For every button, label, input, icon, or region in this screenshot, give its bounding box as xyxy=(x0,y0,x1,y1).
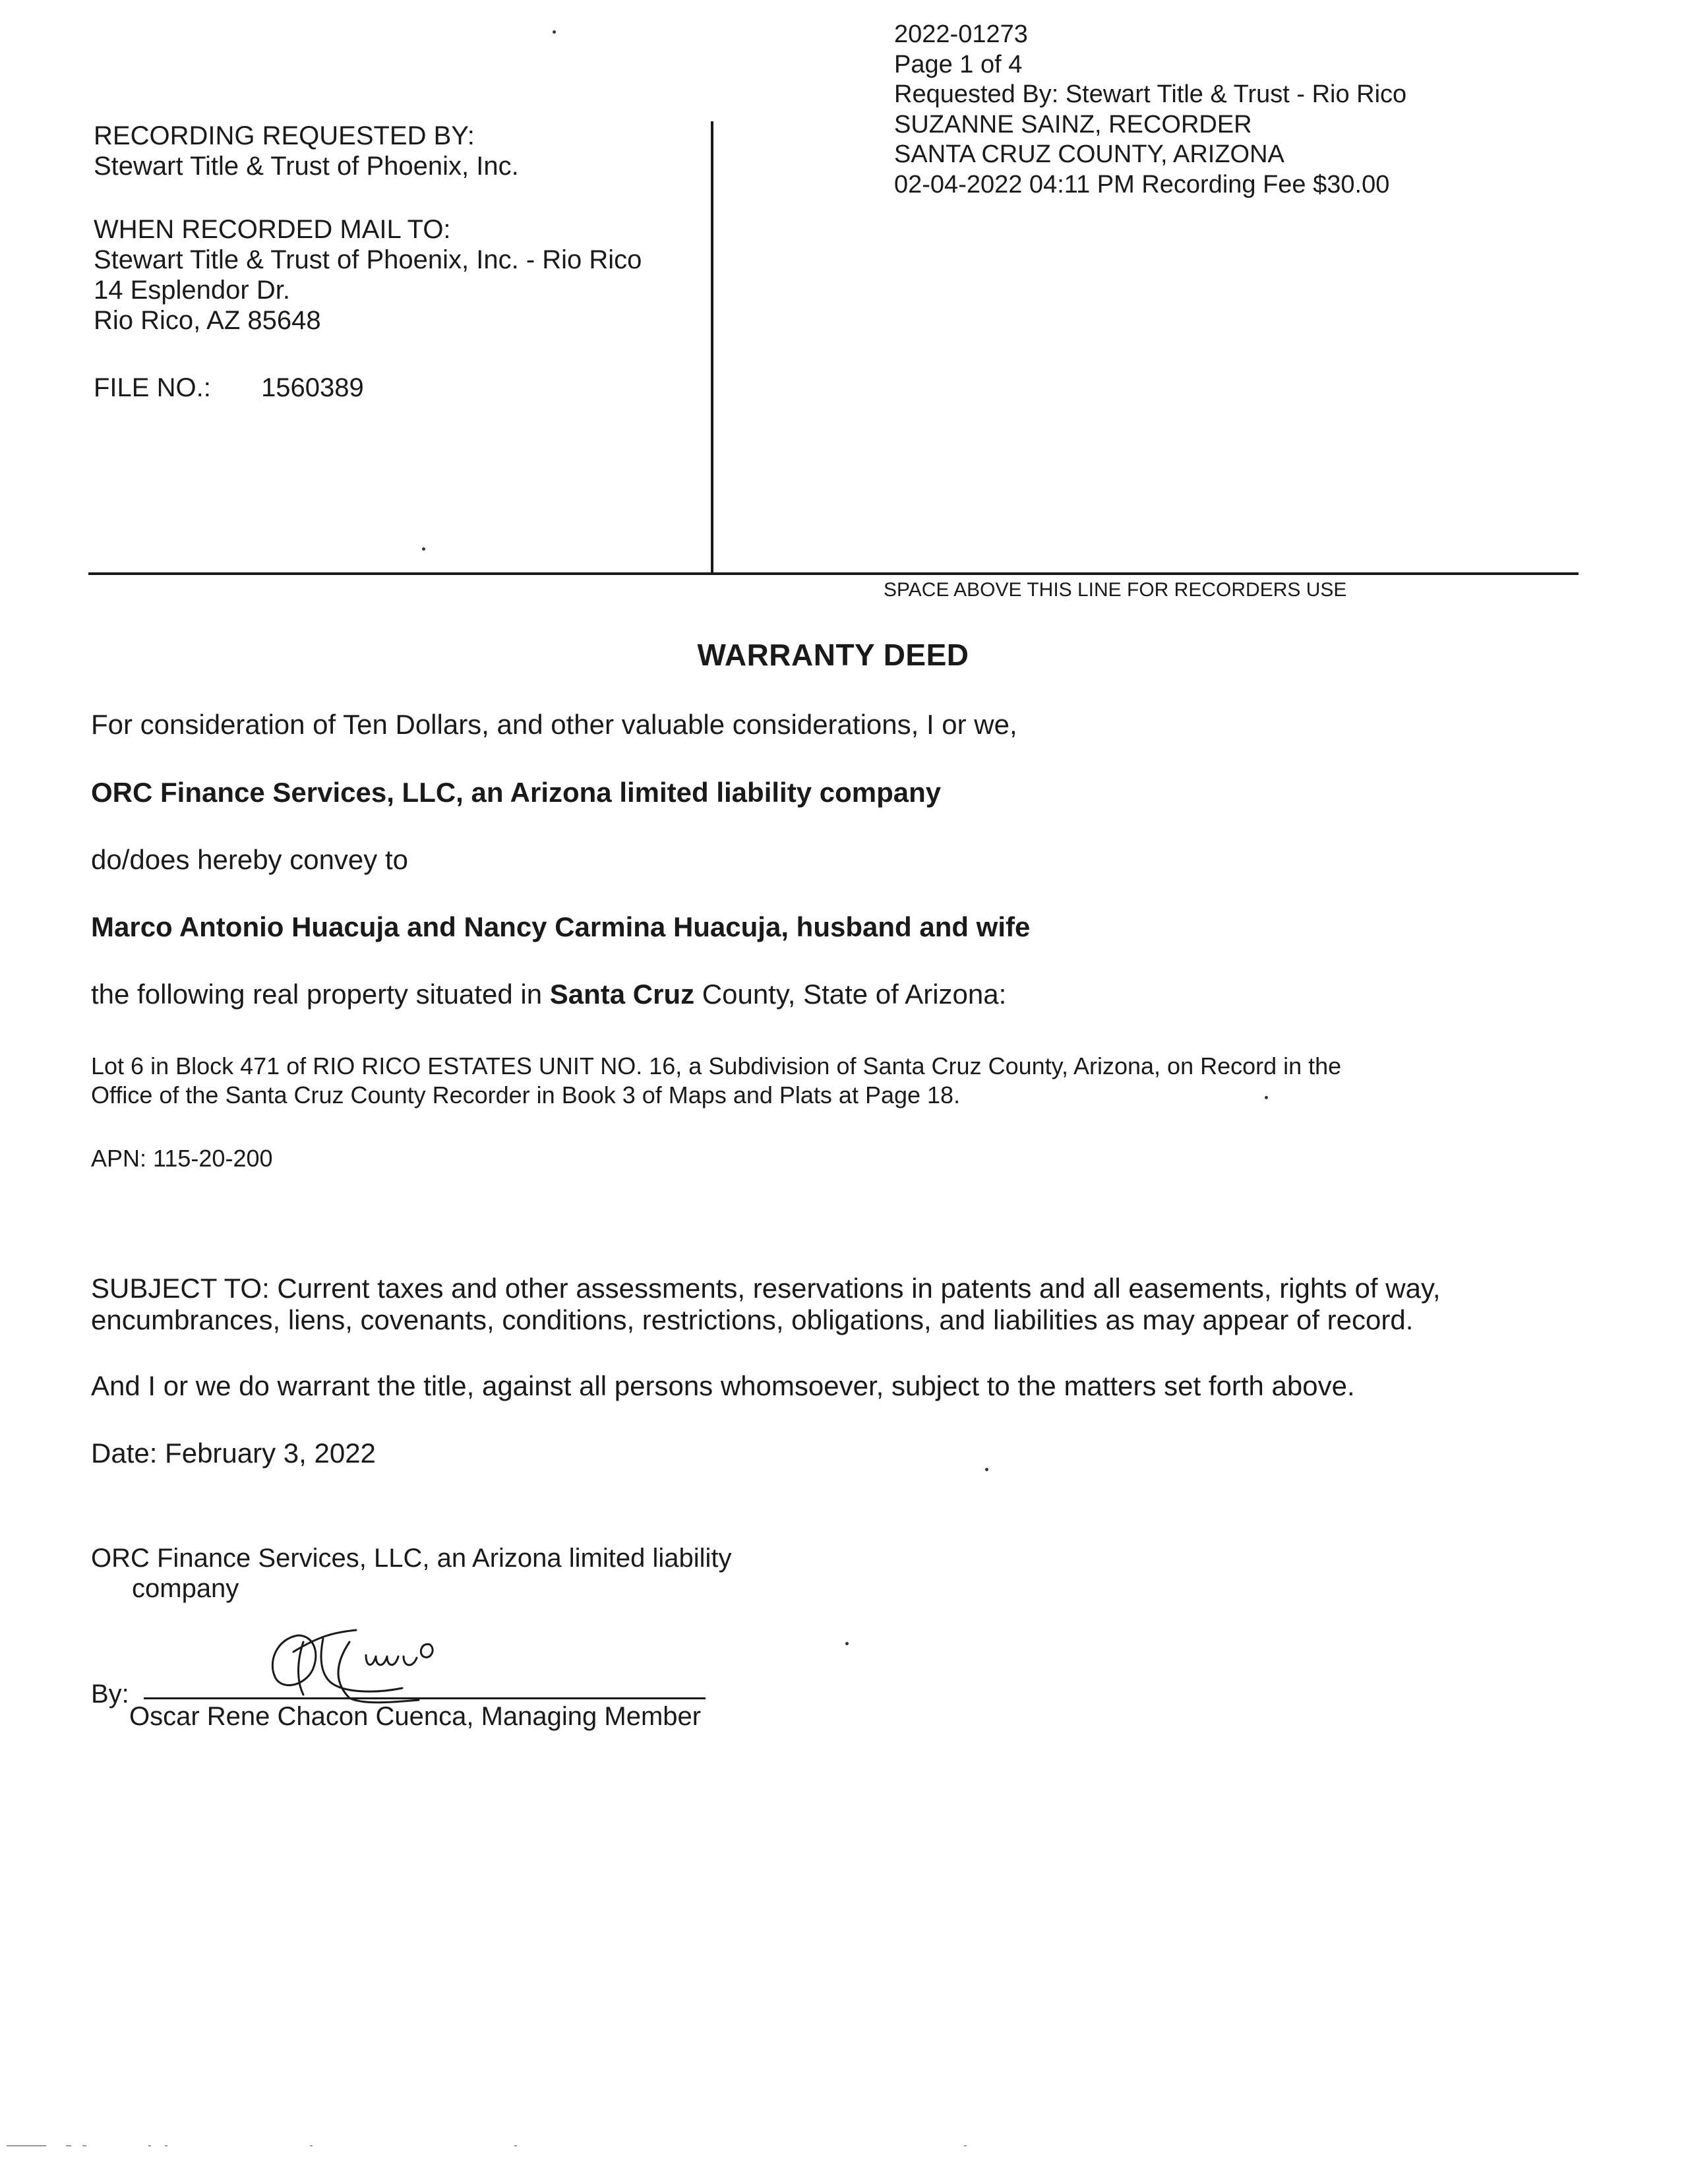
signature-line xyxy=(144,1697,706,1699)
requested-by: Requested By: Stewart Title & Trust - Rio Rico xyxy=(894,80,1407,108)
legal-description-line-2: Office of the Santa Cruz County Recorder in Book 3 of Maps and Plats at Page 18. xyxy=(91,1081,961,1108)
subject-to-line-2: encumbrances, liens, covenants, conditions, restrictions, obligations, and liabilities as may appear of record. xyxy=(91,1304,1414,1335)
legal-description-line-1: Lot 6 in Block 471 of RIO RICO ESTATES UNIT NO. 16, a Subdivision of Santa Cruz County, Arizona, on Record in the xyxy=(91,1052,1342,1079)
file-number-label: FILE NO.: xyxy=(94,373,211,402)
recorder-use-note: SPACE ABOVE THIS LINE FOR RECORDERS USE xyxy=(884,579,1347,601)
subject-to xyxy=(91,1273,1441,1336)
warranty-text: And I or we do warrant the title, against all persons whomsoever, subject to the matters set forth above. xyxy=(91,1370,1355,1401)
mail-to-name: Stewart Title & Trust of Phoenix, Inc. - Rio Rico xyxy=(94,245,642,274)
deed-date: Date: February 3, 2022 xyxy=(91,1438,376,1469)
recording-requested-name: Stewart Title & Trust of Phoenix, Inc. xyxy=(94,152,519,181)
document-number: 2022-01273 xyxy=(894,20,1028,48)
legal-description xyxy=(91,1052,1341,1110)
scan-speck xyxy=(553,30,556,34)
recorder-name: SUZANNE SAINZ, RECORDER xyxy=(894,110,1252,138)
scan-speck xyxy=(1265,1096,1268,1099)
file-number-block xyxy=(94,373,364,403)
signer-name-title: Oscar Rene Chacon Cuenca, Managing Member xyxy=(129,1702,702,1731)
subject-to-line-1: SUBJECT TO: Current taxes and other assessments, reservations in patents and all easements, rights of way, xyxy=(91,1273,1441,1304)
mail-to-street: 14 Esplendor Dr. xyxy=(94,276,290,305)
scan-speck xyxy=(985,1468,988,1471)
header-divider-vertical xyxy=(711,121,713,574)
signature-entity xyxy=(91,1543,732,1604)
mail-to-block xyxy=(94,214,642,336)
by-label: By: xyxy=(91,1680,129,1709)
signature-entity-line-2: company xyxy=(132,1574,239,1603)
recording-requested-label: RECORDING REQUESTED BY: xyxy=(94,121,475,150)
property-location xyxy=(91,979,1006,1010)
scan-edge-specks xyxy=(0,2143,989,2148)
mail-to-label: WHEN RECORDED MAIL TO: xyxy=(94,215,451,244)
page-count: Page 1 of 4 xyxy=(894,50,1023,78)
consideration-text: For consideration of Ten Dollars, and other valuable considerations, I or we, xyxy=(91,709,1017,740)
property-county: Santa Cruz xyxy=(549,979,695,1010)
scan-speck xyxy=(845,1642,849,1645)
scan-speck xyxy=(422,547,425,551)
handwritten-signature xyxy=(257,1616,481,1708)
signature-entity-line-1: ORC Finance Services, LLC, an Arizona limited liability xyxy=(91,1544,732,1573)
recorder-stamp xyxy=(894,20,1406,200)
recorder-space-line xyxy=(88,572,1579,575)
convey-text: do/does hereby convey to xyxy=(91,844,408,875)
property-prefix: the following real property situated in xyxy=(91,979,550,1010)
recorder-county: SANTA CRUZ COUNTY, ARIZONA xyxy=(894,140,1284,168)
apn: APN: 115-20-200 xyxy=(91,1145,273,1172)
grantee-name: Marco Antonio Huacuja and Nancy Carmina Huacuja, husband and wife xyxy=(91,911,1031,942)
recording-requested-block xyxy=(94,121,519,181)
mail-to-city: Rio Rico, AZ 85648 xyxy=(94,306,321,335)
recording-datetime-fee: 02-04-2022 04:11 PM Recording Fee $30.00 xyxy=(894,170,1390,198)
page-title: WARRANTY DEED xyxy=(697,638,969,672)
file-number-value: 1560389 xyxy=(261,373,364,402)
property-suffix: County, State of Arizona: xyxy=(694,979,1007,1010)
grantor-name: ORC Finance Services, LLC, an Arizona limited liability company xyxy=(91,777,942,808)
